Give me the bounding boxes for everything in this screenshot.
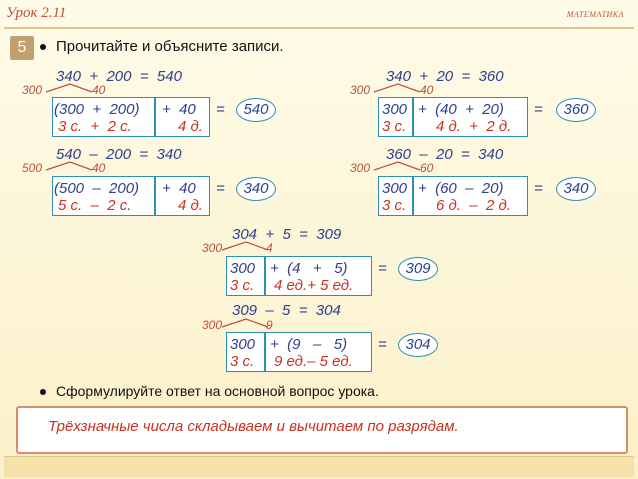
place-value-note: 3 с.	[382, 197, 407, 214]
split-arrow-icon	[44, 82, 94, 94]
expression-part: + (9 – 5)	[270, 336, 348, 353]
place-value-note: 5 с. – 2 с.	[58, 197, 132, 214]
split-arrow-icon	[220, 317, 270, 329]
result-oval: 540	[236, 98, 276, 122]
split-number: 300	[350, 161, 371, 175]
place-value-note: 9 ед.– 5 ед.	[274, 353, 353, 370]
equals-sign: =	[216, 101, 225, 118]
split-number: 60	[420, 161, 434, 175]
box-divider	[154, 176, 156, 216]
equation: 309 – 5 = 304	[232, 302, 341, 319]
task-instruction-text: Прочитайте и объясните записи.	[56, 38, 284, 55]
place-value-note: 3 с.	[230, 277, 255, 294]
split-arrow-icon	[220, 240, 270, 252]
place-value-note: 4 д. + 2 д.	[436, 118, 512, 135]
bullet-icon	[40, 389, 46, 395]
box-divider	[264, 256, 266, 296]
result-oval: 360	[556, 98, 596, 122]
expression-part: + 40	[162, 101, 196, 118]
split-number: 9	[266, 318, 273, 332]
answer-text: Трёхзначные числа складываем и вычитаем по разрядам.	[48, 418, 459, 435]
expression-part: + 40	[162, 180, 196, 197]
split-number: 500	[22, 161, 43, 175]
task-number: 5	[10, 36, 34, 60]
expression-part: + (40 + 20)	[418, 101, 504, 118]
equation: 360 – 20 = 340	[386, 146, 504, 163]
equals-sign: =	[378, 336, 387, 353]
split-number: 40	[420, 83, 434, 97]
place-value-note: 4 д.	[178, 197, 203, 214]
expression-part: (300 + 200)	[54, 101, 140, 118]
box-divider	[154, 97, 156, 137]
subject-label: МАТЕМАТИКА	[566, 10, 624, 19]
equation: 340 + 200 = 540	[56, 68, 182, 85]
equation: 540 – 200 = 340	[56, 146, 182, 163]
expression-part: 300	[230, 336, 256, 353]
split-arrow-icon	[44, 160, 94, 172]
place-value-note: 6 д. – 2 д.	[436, 197, 511, 214]
header-divider	[4, 27, 634, 29]
lesson-question-text: Сформулируйте ответ на основной вопрос урока.	[56, 383, 379, 399]
equation: 304 + 5 = 309	[232, 226, 342, 243]
split-number: 4	[266, 241, 273, 255]
bullet-icon	[40, 44, 46, 50]
task-instruction	[40, 38, 284, 55]
place-value-note: 4 ед.+ 5 ед.	[274, 277, 354, 294]
split-number: 300	[202, 318, 223, 332]
lesson-question	[40, 383, 379, 399]
expression-part: 300	[382, 180, 408, 197]
footer-bar	[4, 456, 634, 477]
result-oval: 340	[556, 177, 596, 201]
answer-box	[16, 406, 628, 454]
split-number: 300	[350, 83, 371, 97]
expression-part: 300	[382, 101, 408, 118]
equals-sign: =	[534, 180, 543, 197]
result-oval: 309	[398, 257, 438, 281]
place-value-note: 3 с.	[230, 353, 255, 370]
place-value-note: 4 д.	[178, 118, 203, 135]
equation: 340 + 20 = 360	[386, 68, 504, 85]
split-number: 300	[202, 241, 223, 255]
split-number: 40	[92, 161, 106, 175]
split-number: 300	[22, 83, 43, 97]
box-divider	[412, 97, 414, 137]
expression-part: 300	[230, 260, 256, 277]
expression-part: + (60 – 20)	[418, 180, 504, 197]
expression-part: + (4 + 5)	[270, 260, 348, 277]
equals-sign: =	[534, 101, 543, 118]
split-arrow-icon	[372, 160, 422, 172]
equals-sign: =	[378, 260, 387, 277]
place-value-note: 3 с.	[382, 118, 407, 135]
result-oval: 340	[236, 177, 276, 201]
split-number: 40	[92, 83, 106, 97]
header	[0, 0, 638, 28]
box-divider	[264, 332, 266, 372]
result-oval: 304	[398, 333, 438, 357]
split-arrow-icon	[372, 82, 422, 94]
place-value-note: 3 с. + 2 с.	[58, 118, 132, 135]
lesson-label: Урок 2.11	[6, 5, 67, 21]
equals-sign: =	[216, 180, 225, 197]
expression-part: (500 – 200)	[54, 180, 140, 197]
box-divider	[412, 176, 414, 216]
